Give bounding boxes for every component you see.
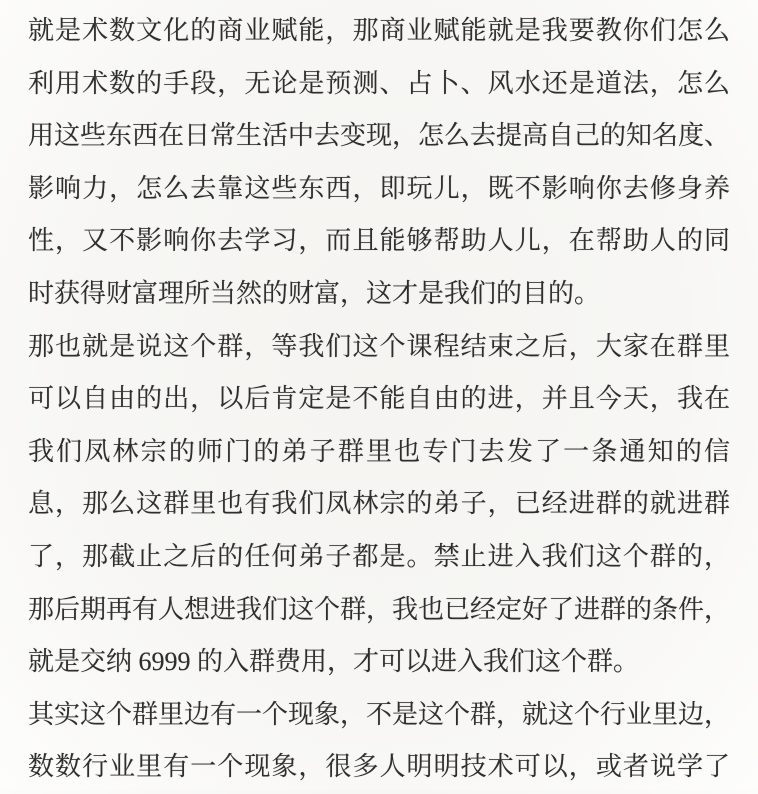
text-line: 了，那截止之后的任何弟子都是。禁止进入我们这个群的， [28,541,730,571]
paragraph [28,5,730,321]
text-line: 用这些东西在日常生活中去变现，怎么去提高自己的知名度、 [28,121,731,151]
text-line: 影响力，怎么去靠这些东西，即玩儿，既不影响你去修身养 [28,173,730,203]
text-line: 息，那么这群里也有我们凤林宗的弟子，已经进群的就进群 [28,489,730,519]
text-line: 利用术数的手段，无论是预测、占卜、风水还是道法，怎么 [28,68,730,98]
text-line: 我们凤林宗的师门的弟子群里也专门去发了一条通知的信 [28,436,730,466]
text-line: 那也就是说这个群，等我们这个课程结束之后，大家在群里 [28,331,730,361]
text-line: 性，又不影响你去学习，而且能够帮助人儿，在帮助人的同 [28,226,730,256]
text-content [28,5,730,794]
text-line: 可以自由的出，以后肯定是不能自由的进，并且今天，我在 [28,384,730,414]
paragraph [28,689,730,794]
paragraph [28,321,730,689]
text-line: 就是术数文化的商业赋能，那商业赋能就是我要教你们怎么 [28,16,730,45]
text-line: 就是交纳 6999 的入群费用，才可以进入我们这个群。 [28,647,640,677]
text-line: 其实这个群里边有一个现象，不是这个群，就这个行业里边， [28,699,731,729]
text-line: 时获得财富理所当然的财富，这才是我们的目的。 [28,278,601,308]
text-line: 那后期再有人想进我们这个群，我也已经定好了进群的条件， [28,594,731,624]
text-line: 数数行业里有一个现象，很多人明明技术可以，或者说学了 [28,752,730,782]
